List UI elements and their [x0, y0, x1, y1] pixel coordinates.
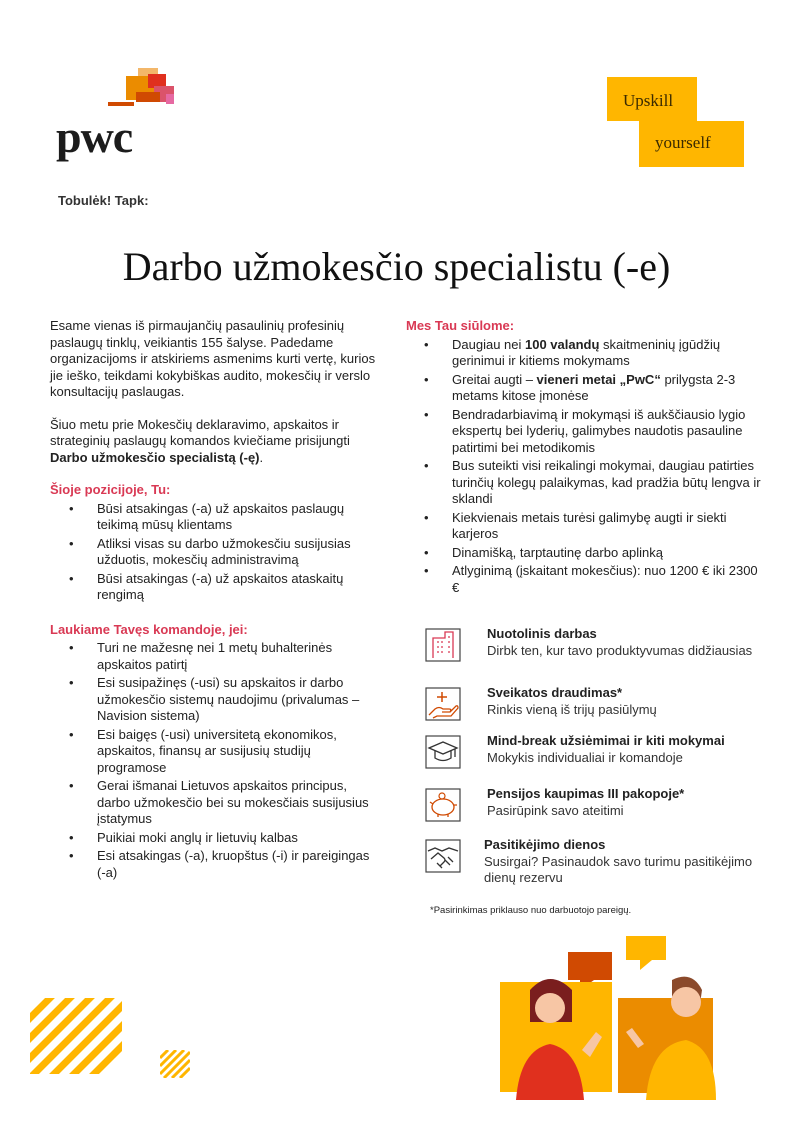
benefit-text — [484, 837, 764, 887]
benefit-text — [487, 733, 767, 766]
building-icon — [425, 628, 461, 662]
list-item: • Bus suteikti visi reikalingi mokymai, daugiau patirties turinčių kolegų palaikymas, kad pradžia būtų lengva ir sklandi — [406, 458, 766, 508]
footnote: *Pasirinkimas priklauso nuo darbuotojo pareigų. — [430, 905, 632, 916]
position-heading: Šioje pozicijoje, Tu: — [50, 482, 171, 497]
benefit-title: Sveikatos draudimas* — [487, 685, 623, 700]
list-item: • Puikiai moki anglų ir lietuvių kalbas — [50, 830, 380, 847]
list-item: • Būsi atsakingas (-a) už apskaitos paslaugų teikimą mūsų klientams — [50, 501, 380, 534]
left-column — [50, 318, 380, 899]
upskill-badge — [607, 77, 744, 167]
list-item: • Gerai išmanai Lietuvos apskaitos principus, darbo užmokesčio bei su mokesčiais susijusius įstatymus — [50, 778, 380, 828]
benefit-text — [487, 685, 767, 718]
piggy-bank-icon — [425, 788, 461, 822]
people-talking-illustration — [490, 930, 730, 1100]
benefit-subtitle: Rinkis vieną iš trijų pasiūlymų — [487, 701, 657, 717]
list-item: • Esi baigęs (-usi) universitetą ekonomikos, apskaitos, finansų ar susijusių studijų programose — [50, 727, 380, 777]
stripes-decoration-icon — [30, 998, 122, 1074]
list-item: • Bendradarbiavimą ir mokymąsi iš aukščiausio lygio ekspertų bei lyderių, galimybes naudotis pasauline patirtimi bei metodikomis — [406, 407, 766, 457]
list-item: • Būsi atsakingas (-a) už apskaitos ataskaitų rengimą — [50, 571, 380, 604]
list-item — [406, 372, 766, 405]
list-item: • Atlyginimą (įskaitant mokesčius): nuo 1200 € iki 2300 € — [406, 563, 766, 596]
graduation-cap-icon — [425, 735, 461, 769]
badge-line1: Upskill — [607, 77, 697, 121]
offer-list — [406, 337, 766, 597]
list-item: • Turi ne mažesnę nei 1 metų buhalterinės apskaitos patirtį — [50, 640, 380, 673]
offer-heading: Mes Tau siūlome: — [406, 318, 515, 333]
requirements-heading: Laukiame Tavęs komandoje, jei: — [50, 621, 248, 637]
small-stripes-decoration-icon — [160, 1050, 190, 1078]
benefit-title: Pasitikėjimo dienos — [484, 837, 606, 852]
benefit-text — [487, 786, 767, 819]
offer-bold: vieneri metai „PwC“ — [536, 371, 661, 387]
benefit-text — [487, 626, 767, 659]
page-title: Darbo užmokesčio specialistu (-e) — [122, 244, 671, 289]
list-item: • Esi atsakingas (-a), kruopštus (-i) ir pareigingas (-a) — [50, 848, 380, 881]
list-item — [406, 337, 766, 370]
offer-bold: 100 valandų — [525, 336, 600, 352]
benefit-title: Mind-break užsiėmimai ir kiti mokymai — [487, 733, 725, 748]
handshake-icon — [425, 839, 461, 873]
invite-position: Darbo užmokesčio specialistą (-ę) — [50, 449, 260, 465]
list-item: • Atliksi visas su darbo užmokesčiu susijusias užduotis, mokesčių administravimą — [50, 536, 380, 569]
benefit-title: Nuotolinis darbas — [487, 626, 597, 641]
invite-end: . — [259, 449, 264, 465]
tagline: Tobulėk! Tapk: — [58, 193, 149, 208]
benefit-title: Pensijos kaupimas III pakopoje* — [487, 786, 685, 801]
right-column — [406, 318, 766, 614]
benefit-subtitle: Mokykis individualiai ir komandoje — [487, 749, 683, 765]
health-hand-icon — [425, 687, 461, 721]
list-item: • Kiekvienais metais turėsi galimybę augti ir siekti karjeros — [406, 510, 766, 543]
invite-text: Šiuo metu prie Mokesčių deklaravimo, apskaitos ir strateginių paslaugų komandos kviečiame prisijungti — [50, 416, 350, 448]
invite-paragraph — [50, 417, 380, 467]
benefit-subtitle: Dirbk ten, kur tavo produktyvumas didžiausias — [487, 642, 753, 658]
offer-text: skaitmeninių įgūdžių gerinimui ir kitiems mokymams — [452, 336, 721, 368]
logo-blocks-icon — [108, 68, 178, 112]
benefit-subtitle: Susirgai? Pasinaudok savo turimu pasitikėjimo dienų rezervu — [484, 853, 753, 885]
offer-text: Daugiau nei — [452, 336, 525, 352]
badge-line2: yourself — [639, 121, 744, 167]
list-item: • Esi susipažinęs (-usi) su apskaitos ir darbo užmokesčio sistemų naudojimu (privalumas – Navision sistema) — [50, 675, 380, 725]
requirements-list — [50, 640, 380, 881]
position-list — [50, 501, 380, 604]
offer-text: Greitai augti – — [452, 371, 537, 387]
list-item: • Dinamišką, tarptautinę darbo aplinką — [406, 545, 766, 562]
benefit-subtitle: Pasirūpink savo ateitimi — [487, 802, 624, 818]
intro-paragraph: Esame vienas iš pirmaujančių pasaulinių profesinių paslaugų tinklų, veikiantis 155 šalyse. Padedame organizacijoms ir atskiriems asmenims kurti vertę, kurios jie ieško, teikdami kokybiškas audito, mokesčių ir verslo konsultacijų paslaugas. — [50, 318, 376, 399]
offer-text: prilygsta 2-3 metams kitose įmonėse — [452, 371, 736, 403]
pwc-logo — [56, 68, 176, 164]
logo-text: pwc — [56, 111, 133, 162]
